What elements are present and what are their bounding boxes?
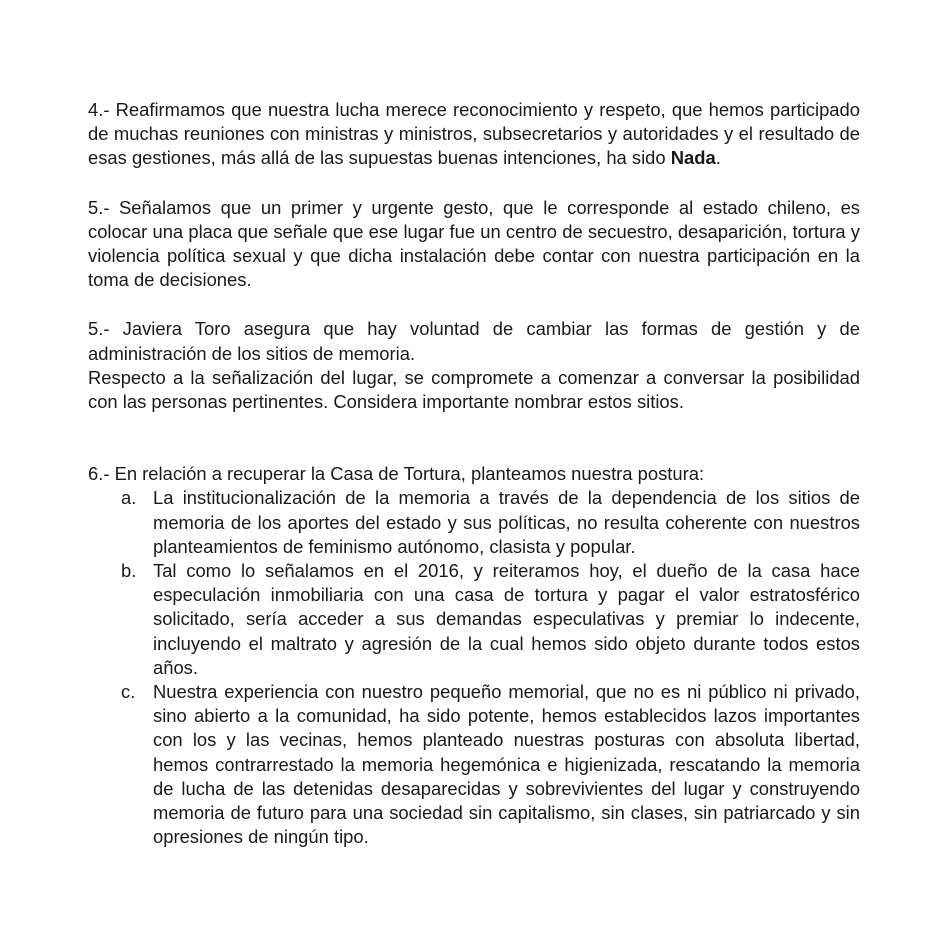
paragraph-6-intro: 6.- En relación a recuperar la Casa de Tortura, planteamos nuestra postura: xyxy=(88,463,705,485)
spacer xyxy=(88,292,860,317)
list-item-b xyxy=(88,559,860,680)
paragraph-4-text: 4.- Reafirmamos que nuestra lucha merece reconocimiento y respeto, que hemos participado de muchas reuniones con ministras y ministros, subsecretarios y autoridades y el resultado de esas gestiones, más allá de las supuestas buenas intenciones, ha sido xyxy=(88,99,860,169)
list-marker: c. xyxy=(121,681,136,703)
list-item-a xyxy=(88,486,860,559)
spacer xyxy=(88,171,860,196)
paragraph-4-end: . xyxy=(715,147,721,169)
list-item-text: Tal como lo señalamos en el 2016, y reiteramos hoy, el dueño de la casa hace especulación inmobiliaria con una casa de tortura y pagar el valor estratosférico solicitado, sería acceder a sus demandas especulativas y premiar lo indecente, incluyendo el maltrato y agresión de la cual hemos sido objeto durante todos estos años. xyxy=(153,560,860,678)
paragraph-5b-line2: Respecto a la señalización del lugar, se compromete a comenzar a conversar la posibilidad con las personas pertinentes. Considera importante nombrar estos sitios. xyxy=(88,366,860,413)
paragraph-4 xyxy=(88,98,860,171)
paragraph-5b-line1: 5.- Javiera Toro asegura que hay voluntad de cambiar las formas de gestión y de administración de los sitios de memoria. xyxy=(88,318,860,364)
paragraph-6-list xyxy=(88,486,860,849)
list-marker: a. xyxy=(121,487,137,509)
list-item-text: La institucionalización de la memoria a través de la dependencia de los sitios de memoria de los aportes del estado y sus políticas, no resulta coherente con nuestros planteamientos de feminismo autónomo, clasista y popular. xyxy=(153,487,860,557)
list-item-c xyxy=(88,680,860,849)
paragraph-5a: 5.- Señalamos que un primer y urgente gesto, que le corresponde al estado chileno, es colocar una placa que señale que ese lugar fue un centro de secuestro, desaparición, tortura y violencia política sexual y que dicha instalación debe contar con nuestra participación en la toma de decisiones. xyxy=(88,196,860,291)
list-item-text: Nuestra experiencia con nuestro pequeño memorial, que no es ni público ni privado, sino abierto a la comunidad, ha sido potente, hemos establecidos lazos importantes con los y las vecinas, hemos planteado nuestras posturas con absoluta libertad, hemos contrarrestado la memoria hegemónica e higienizada, rescatando la memoria de lucha de las detenidas desaparecidas y sobrevivientes del lugar y construyendo memoria de futuro para una sociedad sin capitalismo, sin clases, sin patriarcado y sin opresiones de ningún tipo. xyxy=(153,681,860,848)
spacer xyxy=(88,414,860,462)
document-page xyxy=(88,98,860,849)
list-marker: b. xyxy=(121,560,137,582)
paragraph-4-bold-word: Nada xyxy=(670,147,716,169)
